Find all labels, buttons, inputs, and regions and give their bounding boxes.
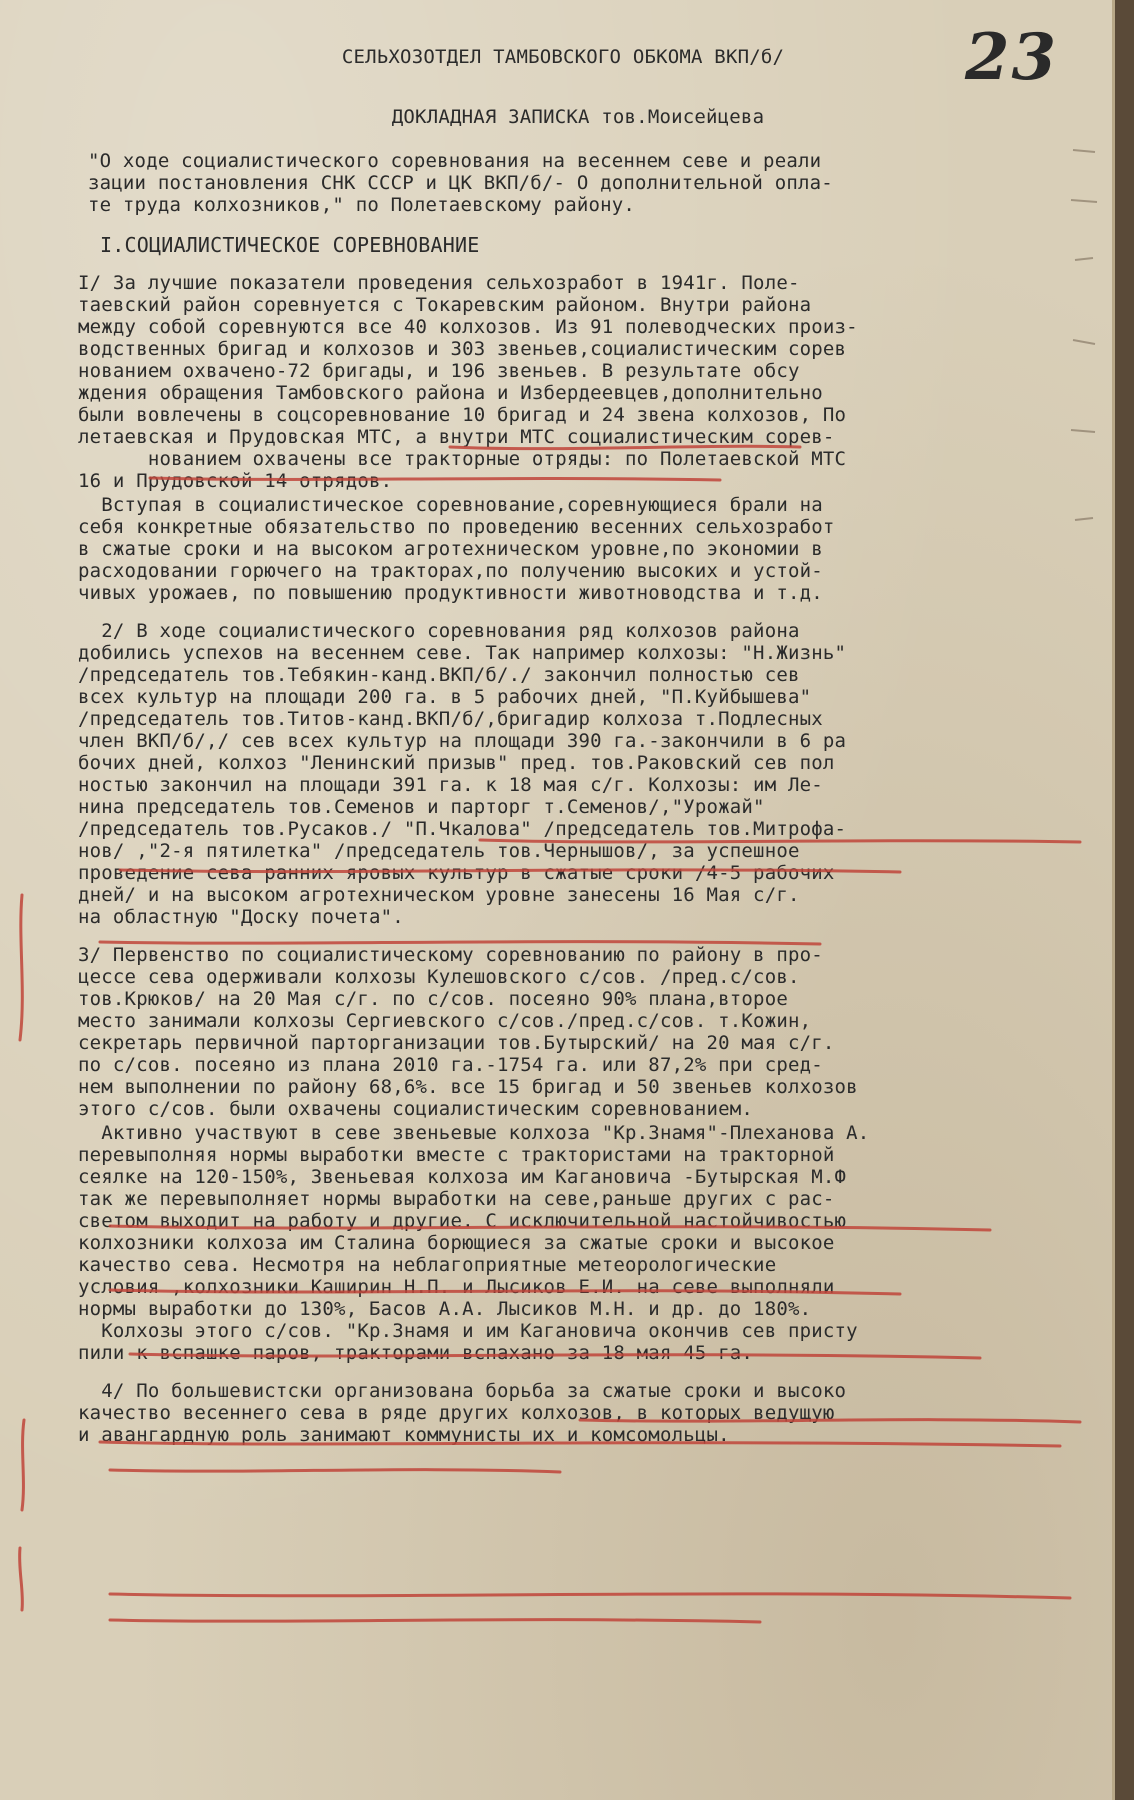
- text-line: /председатель тов.Тебякин-канд.ВКП/б/./ закончил полностью сев: [78, 664, 800, 686]
- text-line: нованием охвачено-72 бригады, и 196 звеньев. В результате обсу: [78, 360, 800, 382]
- text-line: себя конкретные обязательство по проведению весенних сельхозработ: [78, 516, 835, 538]
- text-line: колхозники колхоза им Сталина борющиеся за сжатые сроки и высокое: [78, 1232, 835, 1254]
- text-line: между собой соревнуются все 40 колхозов. Из 91 полеводческих произ-: [78, 316, 858, 338]
- text-line: пили к вспашке паров, тракторами вспахано за 18 мая 45 га.: [78, 1342, 754, 1364]
- text-line: перевыполняя нормы выработки вместе с трактористами на тракторной: [78, 1144, 835, 1166]
- text-line: нов/ ,"2-я пятилетка" /председатель тов.Чернышов/, за успешное: [78, 840, 800, 862]
- text-line: нина председатель тов.Семенов и парторг т.Семенов/,"Урожай": [78, 796, 765, 818]
- text-line: водственных бригад и колхозов и 303 звеньев,социалистическим сорев: [78, 338, 847, 360]
- report-subject: [78, 150, 1088, 216]
- text-line: всех культур на площади 200 га. в 5 рабочих дней, "П.Куйбышева": [78, 686, 812, 708]
- text-line: дней/ и на высоком агротехническом уровне занесены 16 Мая с/г.: [78, 884, 800, 906]
- text-line: этого с/сов. были охвачены социалистическим соревнованием.: [78, 1098, 754, 1120]
- folio-number-text: 23: [965, 20, 1059, 95]
- margin-mark: [20, 1548, 23, 1610]
- text-line: 16 и Прудовской 14 отрядов.: [78, 470, 393, 492]
- document-title: ДОКЛАДНАЯ ЗАПИСКА тов.Моисейцева: [391, 106, 765, 128]
- text-line: так же перевыполняет нормы выработки на севе,раньше других с рас-: [78, 1188, 835, 1210]
- text-line: условия ,колхозники Каширин Н.П. и Лысиков Е.И. на севе выполняли: [78, 1276, 835, 1298]
- text-line: летаевская и Прудовская МТС, а внутри МТС социалистическим сорев-: [78, 426, 835, 448]
- paragraph-1: [78, 272, 1088, 492]
- text-line: качество сева. Несмотря на неблагоприятные метеорологические: [78, 1254, 777, 1276]
- text-line: и авангардную роль занимают коммунисты их и комсомольцы.: [78, 1424, 730, 1446]
- text-line: нормы выработки до 130%, Басов А.А. Лысиков М.Н. и др. до 180%.: [78, 1298, 812, 1320]
- text-line: I/ За лучшие показатели проведения сельхозработ в 1941г. Поле-: [78, 272, 800, 294]
- text-line: "О ходе социалистического соревнования на весеннем севе и реали: [88, 150, 822, 172]
- text-line: /председатель тов.Русаков./ "П.Чкалова" /председатель тов.Митрофа-: [78, 818, 847, 840]
- text-line: светом выходит на работу и другие. С исключительной настойчивостью: [78, 1210, 847, 1232]
- bleed-through-marks: [1065, 140, 1105, 740]
- paragraph-4: [78, 1380, 1088, 1446]
- text-line: качество весеннего сева в ряде других колхозов, в которых ведущую: [78, 1402, 835, 1424]
- text-line: 2/ В ходе социалистического соревнования ряд колхозов района: [78, 620, 800, 642]
- text-line: ждения обращения Тамбовского района и Избердеевцев,дополнительно: [78, 382, 823, 404]
- text-line: по с/сов. посеяно из плана 2010 га.-1754 га. или 87,2% при сред-: [78, 1054, 823, 1076]
- paragraph-3b: [78, 1122, 1088, 1364]
- text-line: 3/ Первенство по социалистическому соревнованию по району в про-: [78, 944, 823, 966]
- text-line: нованием охвачены все тракторные отряды: по Полетаевской МТС: [78, 448, 847, 470]
- text-line: тов.Крюков/ на 20 Мая с/г. по с/сов. посеяно 90% плана,второе: [78, 988, 788, 1010]
- underline-mark: [110, 1594, 1070, 1598]
- text-line: чивых урожаев, по повышению продуктивности животноводства и т.д.: [78, 582, 823, 604]
- text-line: Активно участвуют в севе звеньевые колхоза "Кр.Знамя"-Плеханова А.: [78, 1122, 870, 1144]
- text-line: Колхозы этого с/сов. "Кр.Знамя и им Кагановича окончив сев присту: [78, 1320, 858, 1342]
- text-line: секретарь первичной парторганизации тов.Бутырский/ на 20 мая с/г.: [78, 1032, 835, 1054]
- section-title: I.СОЦИАЛИСТИЧЕСКОЕ СОРЕВНОВАНИЕ: [100, 233, 480, 257]
- text-line: сеялке на 120-150%, Звеньевая колхоза им Кагановича -Бутырская М.Ф: [78, 1166, 847, 1188]
- text-line: те труда колхозников," по Полетаевскому району.: [88, 194, 636, 216]
- text-line: Вступая в социалистическое соревнование,соревнующиеся брали на: [78, 494, 823, 516]
- typed-text: [78, 46, 1088, 1446]
- underline-mark: [110, 1470, 560, 1472]
- text-line: на областную "Доску почета".: [78, 906, 404, 928]
- text-line: в сжатые сроки и на высоком агротехническом уровне,по экономии в: [78, 538, 823, 560]
- text-line: таевский район соревнуется с Токаревским районом. Внутри района: [78, 294, 812, 316]
- text-line: член ВКП/б/,/ сев всех культур на площади 390 га.-закончили в 6 ра: [78, 730, 847, 752]
- text-line: /председатель тов.Титов-канд.ВКП/б/,бригадир колхоза т.Подлесных: [78, 708, 823, 730]
- paragraph-2: [78, 620, 1088, 928]
- text-line: проведение сева ранних яровых культур в сжатые сроки /4-5 рабочих: [78, 862, 835, 884]
- margin-mark: [22, 1420, 24, 1510]
- text-line: зации постановления СНК СССР и ЦК ВКП/б/- О дополнительной опла-: [88, 172, 833, 194]
- department-header: СЕЛЬХОЗОТДЕЛ ТАМБОВСКОГО ОБКОМА ВКП/б/: [341, 46, 785, 68]
- text-line: добились успехов на весеннем севе. Так например колхозы: "Н.Жизнь": [78, 642, 847, 664]
- paragraph-3: [78, 944, 1088, 1120]
- text-line: цессе сева одерживали колхозы Кулешовского с/сов. /пред.с/сов.: [78, 966, 800, 988]
- text-line: нем выполнении по району 68,6%. все 15 бригад и 50 звеньев колхозов: [78, 1076, 858, 1098]
- margin-mark: [20, 895, 22, 1040]
- text-line: расходовании горючего на тракторах,по получению высоких и устой-: [78, 560, 823, 582]
- text-line: бочих дней, колхоз "Ленинский призыв" пред. тов.Раковский сев пол: [78, 752, 835, 774]
- text-line: место занимали колхозы Сергиевского с/сов./пред.с/сов. т.Кожин,: [78, 1010, 812, 1032]
- underline-mark: [110, 1620, 760, 1622]
- text-line: ностью закончил на площади 391 га. к 18 мая с/г. Колхозы: им Ле-: [78, 774, 823, 796]
- background-edge: [1115, 0, 1134, 1800]
- text-line: 4/ По большевистски организована борьба за сжатые сроки и высоко: [78, 1380, 847, 1402]
- paragraph-1b: [78, 494, 1088, 604]
- text-line: были вовлечены в соцсоревнование 10 бригад и 24 звена колхозов, По: [78, 404, 847, 426]
